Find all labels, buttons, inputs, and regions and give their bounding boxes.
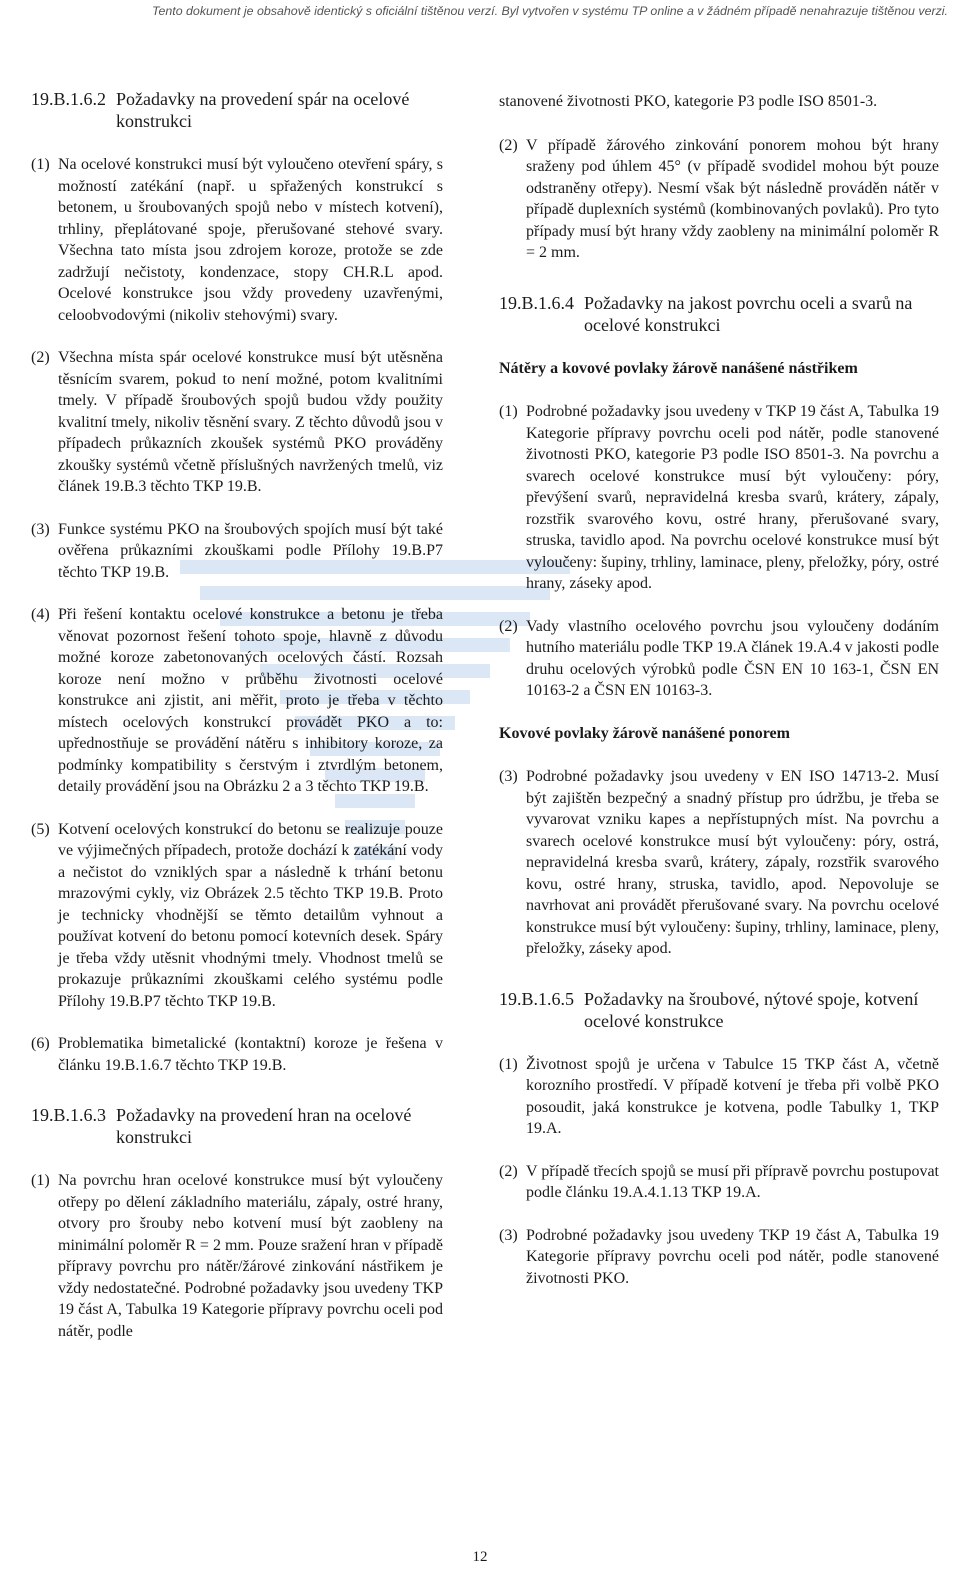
paragraph-text: Na ocelové konstrukci musí být vyloučeno otevření spáry, s možností zatékání (např. u spřažených konstrukcí s betonem, u šroubovaných spojů nebo v místech kotvení), trhliny, přeplátované spoje, přerušované stehové svary. Všechna tato místa jsou zdrojem koroze, protože se zde zadržují nečistoty, kondenzace, stopy CH.R.L apod. Ocelové konstrukce jsou vždy provedeny uzavřenými, celoobvodovými (nikoliv stehovými) svary. bbox=[58, 156, 443, 324]
paragraph-text: Vady vlastního ocelového povrchu jsou vyloučeny dodáním hutního materiálu podle TKP 19.A článek 19.A.4 v jakosti podle druhu ocelových výrobků podle ČSN EN 10 163-1, ČSN EN 10163-2 a ČSN EN 10163-3. bbox=[526, 617, 939, 699]
paragraph bbox=[499, 616, 939, 702]
paragraph-number: (3) bbox=[499, 768, 518, 785]
section-title: Požadavky na šroubové, nýtové spoje, kotvení ocelové konstrukce bbox=[584, 988, 919, 1031]
section-number: 19.B.1.6.3 bbox=[31, 1105, 107, 1125]
section-title: Požadavky na provedení hran na ocelové konstrukci bbox=[116, 1105, 412, 1147]
paragraph-number: (6) bbox=[31, 1035, 50, 1052]
paragraph-number: (2) bbox=[499, 136, 518, 154]
page-number: 12 bbox=[472, 1549, 488, 1565]
paragraph-number: (1) bbox=[31, 1172, 50, 1189]
paragraph-number: (2) bbox=[499, 1162, 518, 1180]
paragraph bbox=[31, 1170, 443, 1342]
paragraph-text: V případě žárového zinkování ponorem mohou být hrany sraženy pod úhlem 45° (v případě svodidel mohou být pouze odstraněny otřepy). Nesmí však být následně prováděn nátěr v případě duplexních systémů (kombinovaných povlaků). Pro tyto případy musí být hrany vždy zaobleny na minimální poloměr R = 2 mm. bbox=[526, 136, 939, 261]
section-heading bbox=[499, 988, 939, 1032]
paragraph-number: (3) bbox=[499, 1226, 518, 1244]
paragraph-text: Při řešení kontaktu ocelové konstrukce a betonu je třeba věnovat pozornost řešení tohoto spoje, hlavně z důvodu možné koroze zabetonovaných ocelových částí. Rozsah koroze není možno v průběhu životnosti ocelové konstrukce ani zjistit, ani měřit, proto je třeba v těchto místech ocelových konstrukcí provádět PKO a to: upřednostňuje se provádění nátěru s inhibitory koroze, za podmínky kompatibility s čerstvým i ztvrdlým betonem, detaily provádění jsou na Obrázku 2 a 3 těchto TKP 19.B. bbox=[58, 606, 443, 795]
paragraph-text: Kotvení ocelových konstrukcí do betonu se realizuje pouze ve výjimečných případech, protože dochází k zatékání vody a nečistot do vzniklých spar a následně k trhání betonu mrazovými cykly, viz Obrázek 2.5 těchto TKP 19.B. Proto je technicky vhodnější se těmto detailům vyhnout a používat kotvení do betonu pomocí kotevních desek. Spáry je třeba vždy utěsnit vhodnými tmely. Vhodnost tmelů se prokazuje průkazními zkouškami celého systému podle Přílohy 19.B.P7 těchto TKP 19.B. bbox=[58, 820, 443, 1010]
subheading: Kovové povlaky žárově nanášené ponorem bbox=[499, 724, 790, 742]
paragraph bbox=[31, 519, 443, 584]
paragraph-text: Problematika bimetalické (kontaktní) koroze je řešena v článku 19.B.1.6.7 těchto TKP 19.B. bbox=[58, 1035, 443, 1074]
paragraph-number: (1) bbox=[499, 1055, 518, 1073]
section-number: 19.B.1.6.2 bbox=[31, 89, 107, 109]
right-column bbox=[499, 91, 939, 1310]
section-title: Požadavky na jakost povrchu oceli a svarů na ocelové konstrukci bbox=[584, 292, 913, 335]
paragraph bbox=[31, 604, 443, 798]
paragraph-text: Podrobné požadavky jsou uvedeny v TKP 19 část A, Tabulka 19 Kategorie přípravy povrchu oceli pod nátěr, podle stanovené životnosti PKO, kategorie P3 podle ISO 8501-3. Na povrchu a svarech ocelové konstrukce musí být vyloučeny: póry, převýšení svarů, nepravidelná kresba svarů, krátery, zápaly, rozstřik svarového kovu, ostré hrany, přerušované svary, struska, tavidlo apod. Na povrchu ocelové konstrukce musí být vyloučeny: šupiny, trhliny, laminace, pleny, přeložky, póry, ostré hrany, záseky apod. bbox=[526, 403, 939, 592]
disclaimer-banner: Tento dokument je obsahově identický s oficiální tištěnou verzí. Byl vytvořen v systému TP online a v žádném případě nenahrazuje tištěnou verzi. bbox=[152, 4, 948, 18]
paragraph-text: Funkce systému PKO na šroubových spojích musí být také ověřena průkazními zkouškami podle Přílohy 19.B.P7 těchto TKP 19.B. bbox=[58, 520, 443, 581]
section-title: Požadavky na provedení spár na ocelové konstrukci bbox=[116, 89, 410, 131]
continued-text: stanovené životnosti PKO, kategorie P3 podle ISO 8501-3. bbox=[499, 93, 878, 110]
paragraph bbox=[499, 1161, 939, 1204]
paragraph-text: Na povrchu hran ocelové konstrukce musí být vyloučeny otřepy po dělení základního materiálu, zápaly, ostré hrany, otvory pro šrouby nebo kotvení musí být zaobleny na minimální poloměr R = 2 mm. Pouze sražení hran v případě přípravy povrchu pro nátěr/žárové zinkování nástřikem je vždy nedostatečné. Podrobné požadavky jsou uvedeny TKP 19 část A, Tabulka 19 Kategorie přípravy povrchu oceli pod nátěr, podle bbox=[58, 1172, 443, 1340]
section-heading bbox=[31, 1104, 443, 1148]
paragraph-text: Podrobné požadavky jsou uvedeny TKP 19 část A, Tabulka 19 Kategorie přípravy povrchu oceli pod nátěr, podle stanovené životnosti PKO. bbox=[526, 1226, 939, 1287]
paragraph-number: (3) bbox=[31, 520, 50, 538]
paragraph-number: (4) bbox=[31, 606, 50, 623]
paragraph bbox=[31, 347, 443, 498]
paragraph-number: (2) bbox=[31, 349, 50, 366]
paragraph bbox=[499, 401, 939, 595]
section-heading bbox=[31, 88, 443, 132]
paragraph bbox=[499, 766, 939, 960]
section-heading bbox=[499, 292, 939, 336]
left-column bbox=[31, 88, 443, 1363]
paragraph bbox=[31, 1033, 443, 1076]
paragraph-number: (2) bbox=[499, 617, 518, 635]
paragraph bbox=[31, 154, 443, 326]
paragraph-number: (1) bbox=[499, 403, 518, 420]
paragraph bbox=[31, 819, 443, 1013]
section-number: 19.B.1.6.4 bbox=[499, 292, 575, 313]
paragraph bbox=[499, 135, 939, 264]
paragraph-text: V případě třecích spojů se musí při přípravě povrchu postupovat podle článku 19.A.4.1.13 TKP 19.A. bbox=[526, 1162, 939, 1201]
paragraph-number: (5) bbox=[31, 820, 50, 838]
section-number: 19.B.1.6.5 bbox=[499, 988, 575, 1009]
paragraph-number: (1) bbox=[31, 156, 50, 173]
paragraph bbox=[499, 1054, 939, 1140]
subheading: Nátěry a kovové povlaky žárově nanášené nástřikem bbox=[499, 359, 858, 377]
paragraph bbox=[499, 1225, 939, 1290]
paragraph-text: Podrobné požadavky jsou uvedeny v EN ISO 14713-2. Musí být zajištěn bezpečný a snadný přístup pro údržbu, je třeba se vyvarovat vzniku kapes a nepřístupných míst. Na povrchu a svarech ocelové konstrukce musí být vyloučeny: póry, ostrá, nepravidelná kresba svarů, krátery, zápaly, rozstřik svarového kovu, ostré hrany, struska, tavidlo, apod. Nepovoluje se navrhovat ani provádět přerušované svary. Na povrchu ocelové konstrukce musí být vyloučeny: šupiny, trhliny, laminace, pleny, přeložky, záseky apod. bbox=[526, 768, 939, 957]
paragraph-text: Všechna místa spár ocelové konstrukce musí být utěsněna těsnícím svarem, pokud to není možné, potom kvalitními tmely. V případě šroubových spojů budou vždy použity kvalitní tmely, nikoliv těsnění svary. Z těchto důvodů jsou v případech průkazních zkoušek systémů PKO prováděny zkoušky systémů včetně příslušných navržených tmelů, viz článek 19.B.3 těchto TKP 19.B. bbox=[58, 349, 443, 495]
paragraph-text: Životnost spojů je určena v Tabulce 15 TKP část A, včetně korozního prostředí. V případě kotvení je třeba při volbě PKO posoudit, jaká konstrukce je kotvena, podle Tabulky 1, TKP 19.A. bbox=[526, 1055, 939, 1137]
